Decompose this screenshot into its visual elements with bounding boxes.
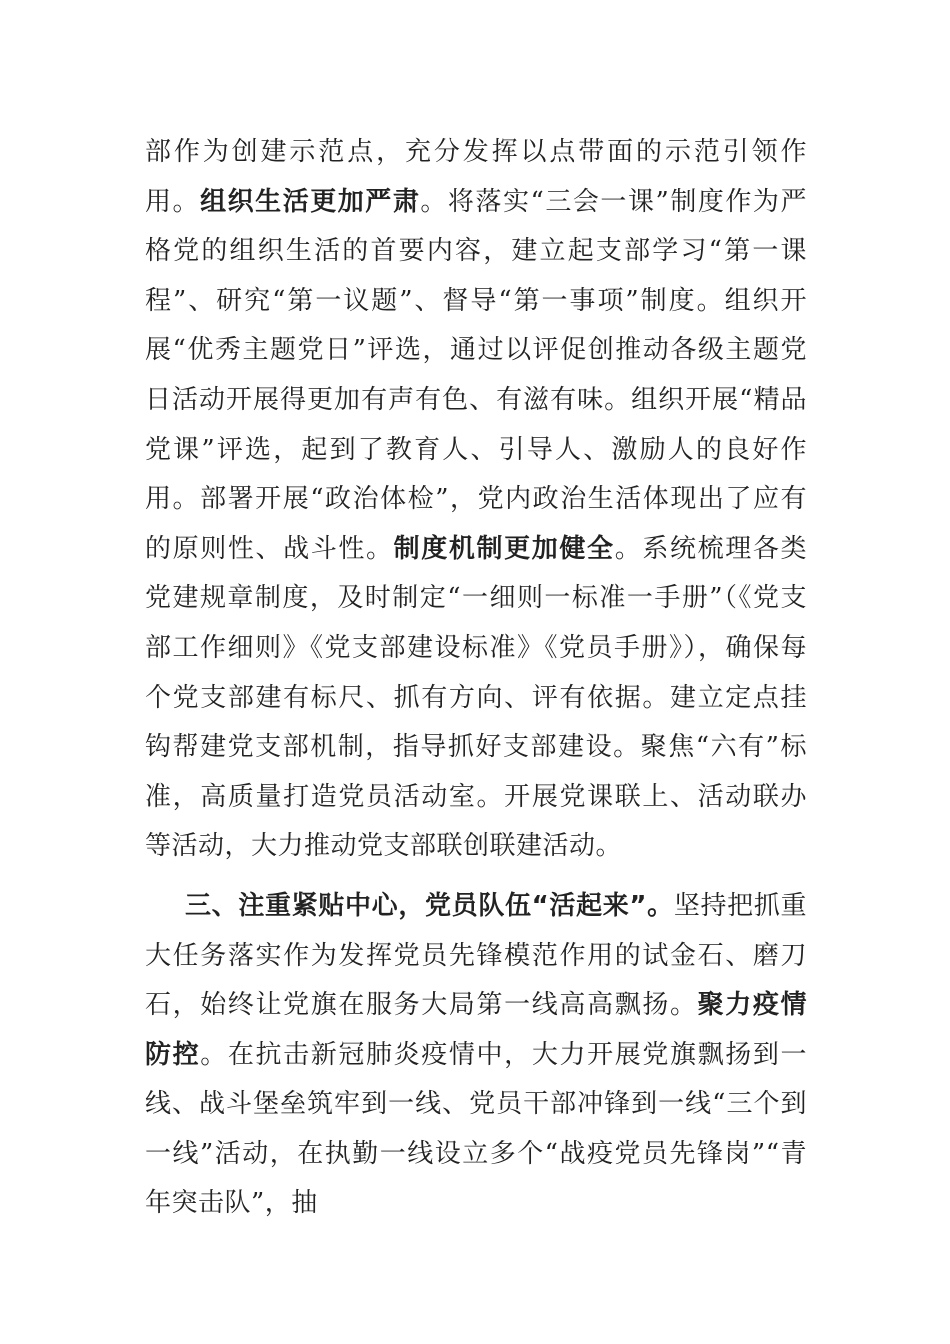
body-paragraph-2 bbox=[145, 882, 807, 1229]
document-page bbox=[145, 128, 807, 1229]
paragraph-1-text-3: 。系统梳理各类党建规章制度，及时制定“一细则一标准一手册”（《党支部工作细则》《党支部建设标准》《党员手册》），确保每个党支部建有标尺、抓有方向、评有依据。建立定点挂钩帮建党支部机制，指导抓好支部建设。聚焦“六有”标准，高质量打造党员活动室。开展党课联上、活动联办等活动，大力推动党支部联创联建活动。 bbox=[145, 533, 807, 862]
subheading-institutional-mechanism: 制度机制更加健全 bbox=[393, 533, 615, 564]
paragraph-2-text-1: 坚持把抓重大任务落实作为发挥党员先锋模范作用的试金石、磨刀石，始终让党旗在服务大局第一线高高飘扬。 bbox=[145, 890, 807, 1021]
body-paragraph-1 bbox=[145, 128, 807, 872]
subheading-epidemic-control: 聚力疫情防控 bbox=[145, 990, 807, 1070]
subheading-organization-life: 组织生活更加严肃 bbox=[200, 186, 421, 217]
section-heading-three: 三、注重紧贴中心，党员队伍“活起来”。 bbox=[185, 890, 674, 921]
paragraph-2-text-2: 。在抗击新冠肺炎疫情中，大力开展党旗飘扬到一线、战斗堡垒筑牢到一线、党员干部冲锋到一线“三个到一线”活动，在执勤一线设立多个“战疫党员先锋岗”“青年突击队”，抽 bbox=[145, 1039, 807, 1219]
paragraph-1-text-1: 部作为创建示范点，充分发挥以点带面的示范引领作用。 bbox=[145, 137, 807, 217]
paragraph-1-text-2: 。将落实“三会一课”制度作为严格党的组织生活的首要内容，建立起支部学习“第一课程”、研究“第一议题”、督导“第一事项”制度。组织开展“优秀主题党日”评选，通过以评促创推动各级主题党日活动开展得更加有声有色、有滋有味。组织开展“精品党课”评选，起到了教育人、引导人、激励人的良好作用。部署开展“政治体检”，党内政治生活体现出了应有的原则性、战斗性。 bbox=[145, 186, 807, 564]
